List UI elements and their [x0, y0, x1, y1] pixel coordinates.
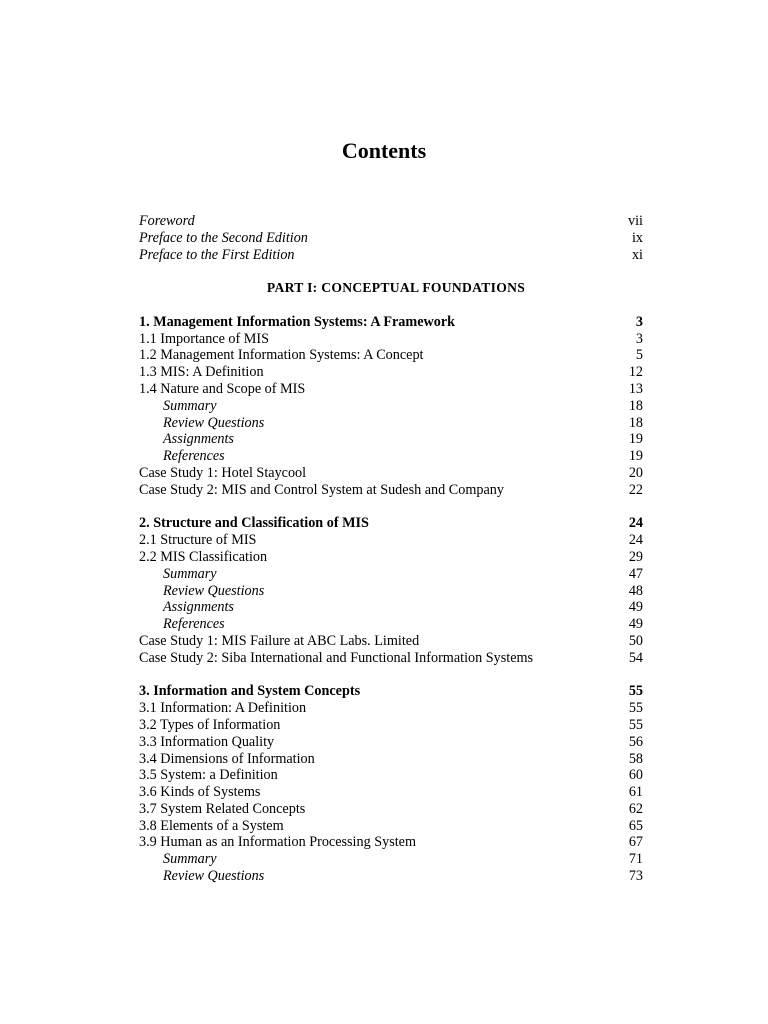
page-title: Contents: [341, 138, 427, 163]
table-of-contents: [139, 213, 643, 885]
entry-title: Summary: [163, 851, 217, 868]
spacer: [139, 297, 643, 314]
spacer: [139, 263, 643, 280]
section-entry: [139, 700, 643, 717]
front-matter-entry: [139, 230, 643, 247]
chapter-endmatter-entry: [139, 566, 643, 583]
entry-title: Case Study 2: MIS and Control System at Sudesh and Company: [139, 481, 504, 498]
section-entry: [139, 801, 643, 818]
entry-title: Review Questions: [163, 414, 265, 431]
entry-title: Preface to the First Edition: [139, 246, 295, 263]
page-number: 47: [628, 565, 643, 582]
page-number: 65: [628, 817, 643, 834]
section-entry: [139, 734, 643, 751]
section-entry: [139, 364, 643, 381]
section-entry: [139, 717, 643, 734]
chapter-heading: [139, 683, 643, 700]
part-heading: PART I: CONCEPTUAL FOUNDATIONS: [266, 280, 526, 296]
page-number: 19: [628, 431, 643, 448]
entry-title: Foreword: [139, 213, 195, 229]
page-number: 54: [628, 649, 643, 666]
page-number: 49: [628, 599, 643, 616]
page-number: 3: [635, 313, 643, 330]
chapter-endmatter-entry: [139, 431, 643, 448]
entry-title: Review Questions: [163, 868, 265, 885]
entry-title: 2.2 MIS Classification: [139, 548, 268, 565]
entry-title: Case Study 1: MIS Failure at ABC Labs. Limited: [139, 632, 420, 649]
entry-title: 3. Information and System Concepts: [139, 683, 361, 700]
entry-title: 3.8 Elements of a System: [139, 817, 284, 834]
page-number: 62: [628, 800, 643, 817]
entry-title: Case Study 1: Hotel Staycool: [139, 464, 307, 481]
entry-title: Assignments: [163, 599, 234, 616]
entry-title: 3.4 Dimensions of Information: [139, 750, 315, 767]
spacer: [139, 667, 643, 684]
page-number: 22: [628, 481, 643, 498]
entry-title: Assignments: [163, 431, 234, 448]
entry-title: 3.1 Information: A Definition: [139, 700, 307, 717]
page-number: 29: [628, 548, 643, 565]
page-number: 67: [628, 834, 643, 851]
entry-title: 1.1 Importance of MIS: [139, 330, 270, 347]
entry-title: Summary: [163, 565, 217, 582]
section-entry: [139, 633, 643, 650]
chapter-endmatter-entry: [139, 448, 643, 465]
entry-title: Case Study 2: Siba International and Functional Information Systems: [139, 649, 534, 666]
entry-title: 1.4 Nature and Scope of MIS: [139, 380, 306, 397]
section-entry: [139, 381, 643, 398]
entry-title: Review Questions: [163, 582, 265, 599]
page-number: 24: [628, 515, 643, 532]
entry-title: 3.2 Types of Information: [139, 716, 281, 733]
entry-title: Summary: [163, 397, 217, 414]
entry-title: 2.1 Structure of MIS: [139, 532, 257, 549]
page-number: 19: [628, 448, 643, 465]
section-entry: [139, 532, 643, 549]
section-entry: [139, 818, 643, 835]
section-entry: [139, 347, 643, 364]
entry-title: References: [163, 616, 225, 633]
section-entry: [139, 767, 643, 784]
section-entry: [139, 784, 643, 801]
chapter-endmatter-entry: [139, 616, 643, 633]
page-number: 56: [628, 733, 643, 750]
section-entry: [139, 751, 643, 768]
entry-title: 3.5 System: a Definition: [139, 767, 278, 784]
page-number: vii: [628, 213, 643, 229]
page-number: 55: [628, 700, 643, 717]
page-number: 3: [635, 330, 643, 347]
page-number: 24: [628, 532, 643, 549]
page-number: 60: [628, 767, 643, 784]
section-entry: [139, 482, 643, 499]
entry-title: 3.6 Kinds of Systems: [139, 784, 261, 801]
chapter-heading: [139, 314, 643, 331]
entry-title: References: [163, 448, 225, 465]
entry-title: 1.3 MIS: A Definition: [139, 364, 264, 381]
chapter-endmatter-entry: [139, 868, 643, 885]
front-matter-entry: [139, 247, 643, 264]
page-number: 73: [628, 868, 643, 885]
chapter-endmatter-entry: [139, 851, 643, 868]
spacer: [139, 499, 643, 516]
chapter-endmatter-entry: [139, 398, 643, 415]
chapter-endmatter-entry: [139, 415, 643, 432]
section-entry: [139, 331, 643, 348]
page-number: 58: [628, 750, 643, 767]
section-entry: [139, 549, 643, 566]
entry-title: 1.2 Management Information Systems: A Concept: [139, 347, 424, 364]
page-number: 61: [628, 784, 643, 801]
page-number: 18: [628, 414, 643, 431]
entry-title: Preface to the Second Edition: [139, 229, 308, 246]
section-entry: [139, 465, 643, 482]
page-number: 13: [628, 380, 643, 397]
chapter-endmatter-entry: [139, 583, 643, 600]
section-entry: [139, 650, 643, 667]
page-number: 50: [628, 632, 643, 649]
page-number: xi: [631, 246, 643, 263]
front-matter-entry: [139, 213, 643, 230]
entry-title: 3.9 Human as an Information Processing System: [139, 834, 417, 851]
page-number: 12: [628, 364, 643, 381]
page-number: ix: [631, 229, 643, 246]
page-number: 71: [628, 851, 643, 868]
entry-title: 3.7 System Related Concepts: [139, 800, 306, 817]
page-number: 5: [635, 347, 643, 364]
entry-title: 2. Structure and Classification of MIS: [139, 515, 369, 532]
page-number: 20: [628, 464, 643, 481]
page-number: 55: [628, 716, 643, 733]
section-entry: [139, 834, 643, 851]
entry-title: 1. Management Information Systems: A Framework: [139, 313, 456, 330]
entry-title: 3.3 Information Quality: [139, 733, 275, 750]
page-number: 48: [628, 582, 643, 599]
page-number: 55: [628, 683, 643, 700]
page-number: 49: [628, 616, 643, 633]
chapter-endmatter-entry: [139, 599, 643, 616]
chapter-heading: [139, 515, 643, 532]
page-number: 18: [628, 397, 643, 414]
